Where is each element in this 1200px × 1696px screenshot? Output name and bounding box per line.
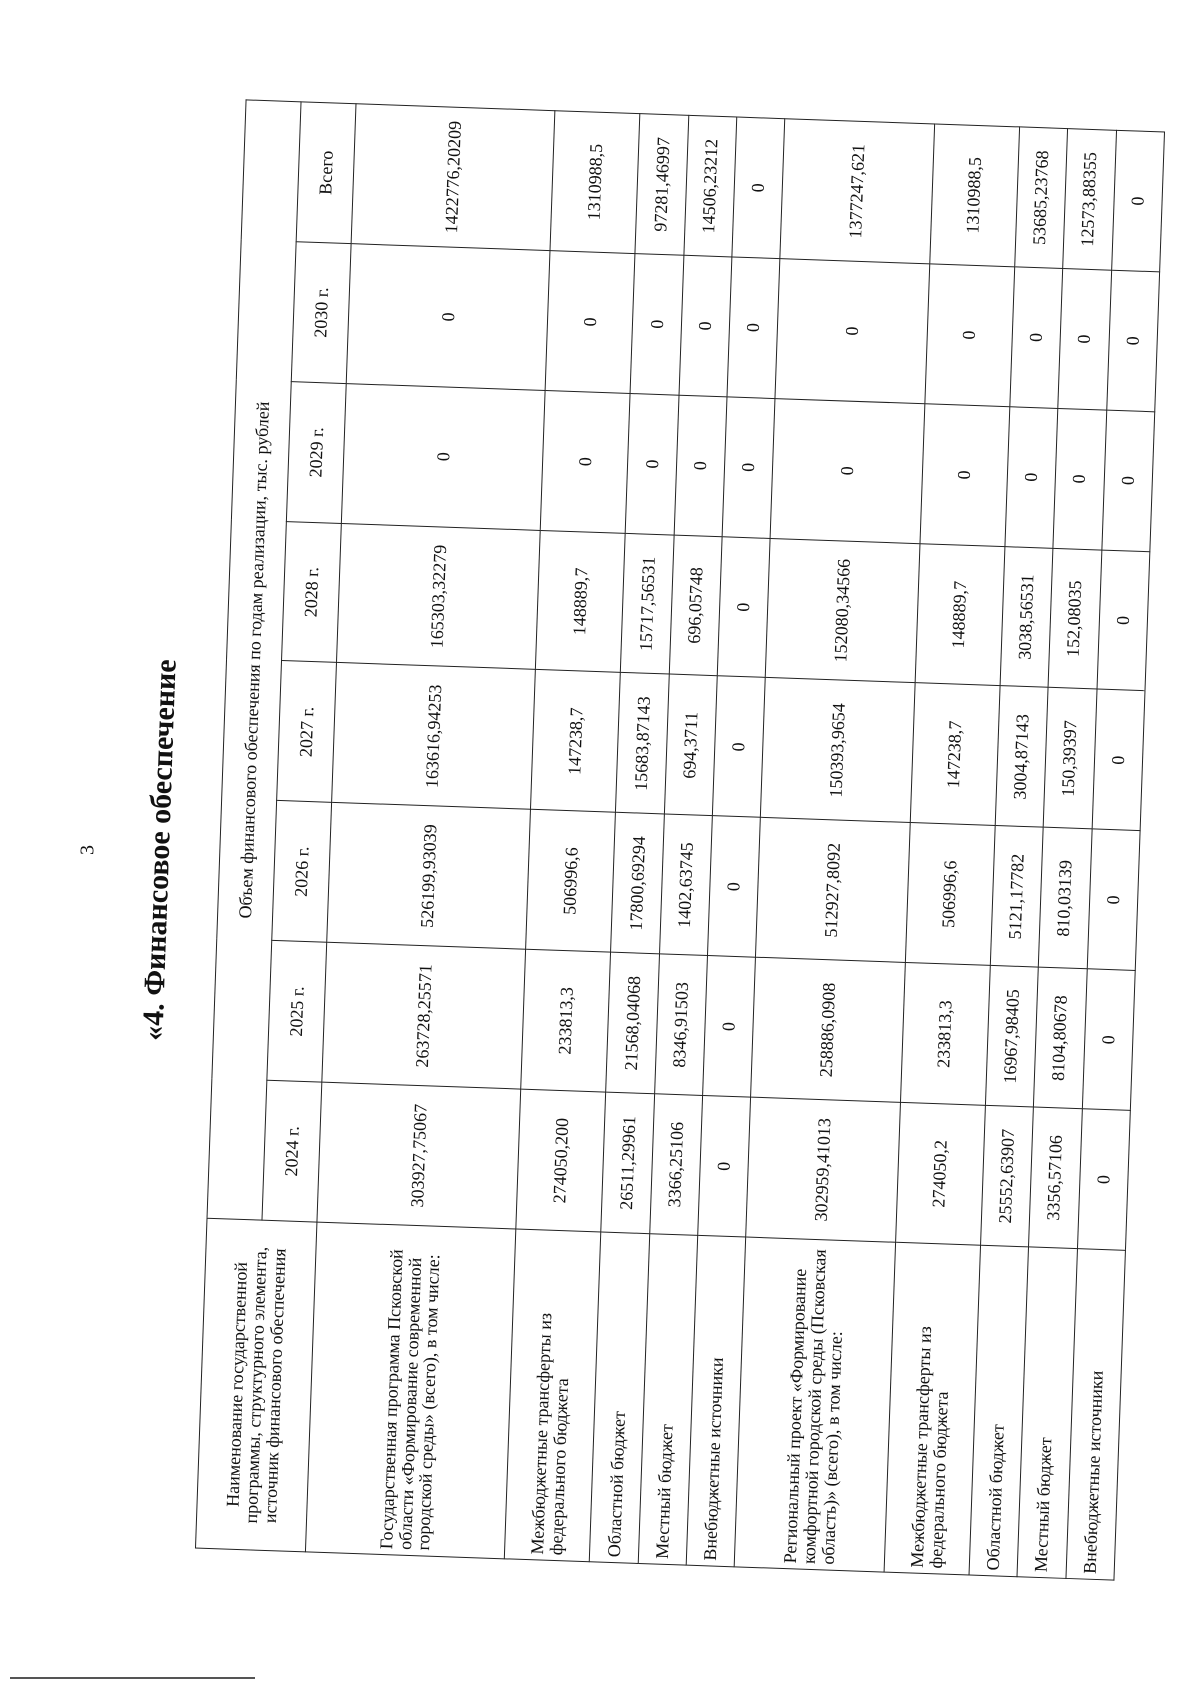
- value-cell: 16967,98405: [985, 966, 1038, 1107]
- value-cell: 0: [924, 264, 1014, 407]
- value-cell: 258886,0908: [751, 957, 905, 1102]
- value-cell: 0: [1082, 969, 1135, 1110]
- value-cell: 0: [770, 398, 924, 543]
- value-cell: 148889,7: [915, 543, 1005, 686]
- value-cell: 0: [1077, 1109, 1130, 1250]
- value-cell: 1310988,5: [929, 124, 1019, 267]
- value-cell: 0: [540, 390, 630, 533]
- value-cell: 0: [727, 257, 780, 398]
- value-cell: 0: [1111, 130, 1164, 271]
- value-cell: 0: [545, 250, 635, 393]
- value-cell: 15683,87143: [616, 673, 669, 814]
- value-cell: 0: [732, 117, 785, 258]
- year-header: 2029 г.: [286, 381, 346, 523]
- value-cell: 233813,3: [900, 963, 990, 1106]
- value-cell: 0: [920, 404, 1010, 547]
- value-cell: 3004,87143: [995, 686, 1048, 827]
- year-header: 2027 г.: [277, 661, 337, 803]
- value-cell: 694,3711: [664, 675, 717, 816]
- value-cell: 152080,34566: [766, 538, 920, 683]
- value-cell: 0: [630, 253, 683, 394]
- value-cell: 0: [722, 397, 775, 538]
- value-cell: 163616,94253: [332, 663, 536, 810]
- financing-table-container: [195, 99, 1165, 1580]
- row-name: Государственная программа Псковской области «Формирование современной городской среды» (всего), в том числе:: [305, 1222, 515, 1559]
- value-cell: 1310988,5: [550, 111, 640, 254]
- value-cell: 506996,6: [905, 823, 995, 966]
- value-cell: 0: [346, 244, 550, 391]
- value-cell: 150393,9654: [761, 678, 915, 823]
- funding-volume-header: Объем финансового обеспечения по годам реализации, тыс. рублей: [207, 100, 301, 1220]
- value-cell: 1402,63745: [659, 814, 712, 955]
- value-cell: 8346,91503: [654, 954, 707, 1095]
- page-number: 3: [76, 845, 99, 855]
- row-name: Региональный проект «Формирование комфортной городской среды (Псковская область)» (всего), в том числе:: [734, 1237, 895, 1572]
- year-header: 2025 г.: [267, 941, 327, 1083]
- row-name: Внебюджетные источники: [1066, 1249, 1126, 1580]
- value-cell: 0: [712, 676, 765, 817]
- value-cell: 14506,23212: [684, 115, 737, 256]
- value-cell: 148889,7: [535, 530, 625, 673]
- value-cell: 15717,56531: [621, 533, 674, 674]
- value-cell: 0: [626, 393, 679, 534]
- value-cell: 25552,63907: [980, 1105, 1033, 1246]
- value-cell: 12573,88355: [1063, 129, 1116, 270]
- row-name: Межбюджетные трансферты из федерального бюджета: [504, 1229, 601, 1562]
- value-cell: 0: [674, 395, 727, 536]
- value-cell: 506996,6: [526, 810, 616, 953]
- value-cell: 0: [1092, 689, 1145, 830]
- value-cell: 526199,93039: [327, 803, 531, 950]
- row-name: Внебюджетные источники: [686, 1235, 746, 1566]
- value-cell: 0: [1097, 550, 1150, 691]
- section-heading: «4. Финансовое обеспечение: [136, 658, 183, 1042]
- year-header: Всего: [296, 102, 356, 244]
- value-cell: 0: [1058, 268, 1111, 409]
- scan-edge-line: [10, 1677, 255, 1679]
- value-cell: 263728,25571: [322, 942, 526, 1089]
- value-cell: 0: [703, 956, 756, 1097]
- year-header: 2024 г.: [262, 1080, 322, 1222]
- value-cell: 233813,3: [521, 949, 611, 1092]
- row-name: Межбюджетные трансферты из федерального бюджета: [884, 1242, 981, 1575]
- value-cell: 0: [341, 383, 545, 530]
- value-cell: 147238,7: [531, 670, 621, 813]
- value-cell: 1422776,20209: [351, 104, 555, 251]
- value-cell: 0: [1087, 829, 1140, 970]
- value-cell: 0: [698, 1096, 751, 1237]
- value-cell: 17800,69294: [611, 813, 664, 954]
- value-cell: 274050,200: [516, 1089, 606, 1232]
- value-cell: 26511,29961: [601, 1092, 654, 1233]
- value-cell: 3038,56531: [1000, 546, 1053, 687]
- name-column-header: Наименование государственной программы, структурного элемента, источник финансового обеспечения: [195, 1218, 316, 1552]
- year-header: 2030 г.: [291, 242, 351, 384]
- row-name: Местный бюджет: [1017, 1247, 1077, 1578]
- row-name: Областной бюджет: [590, 1232, 650, 1563]
- value-cell: 810,03139: [1039, 828, 1092, 969]
- row-name: Местный бюджет: [638, 1234, 698, 1565]
- value-cell: 0: [1101, 410, 1154, 551]
- value-cell: 165303,32279: [336, 523, 540, 670]
- value-cell: 150,39397: [1043, 688, 1096, 829]
- value-cell: 0: [717, 536, 770, 677]
- value-cell: 3356,57106: [1029, 1107, 1082, 1248]
- year-header: 2026 г.: [272, 801, 332, 943]
- value-cell: 0: [775, 259, 929, 404]
- value-cell: 0: [1053, 408, 1106, 549]
- value-cell: 97281,46997: [635, 114, 688, 255]
- value-cell: 5121,17782: [990, 826, 1043, 967]
- value-cell: 0: [1010, 267, 1063, 408]
- year-header: 2028 г.: [282, 521, 342, 663]
- value-cell: 0: [679, 255, 732, 396]
- value-cell: 512927,8092: [756, 818, 910, 963]
- value-cell: 0: [1005, 406, 1058, 547]
- value-cell: 53685,23768: [1015, 127, 1068, 268]
- value-cell: 152,08035: [1048, 548, 1101, 689]
- value-cell: 21568,04068: [606, 952, 659, 1093]
- value-cell: 147238,7: [910, 683, 1000, 826]
- value-cell: 1377247,621: [780, 119, 934, 264]
- value-cell: 274050,2: [895, 1102, 985, 1245]
- row-name: Областной бюджет: [969, 1245, 1029, 1576]
- value-cell: 696,05748: [669, 535, 722, 676]
- value-cell: 303927,75067: [317, 1082, 521, 1229]
- value-cell: 8104,80678: [1034, 967, 1087, 1108]
- value-cell: 0: [707, 816, 760, 957]
- value-cell: 0: [1106, 270, 1159, 411]
- financing-table: [195, 99, 1165, 1580]
- value-cell: 302959,41013: [746, 1097, 900, 1242]
- value-cell: 3366,25106: [649, 1094, 702, 1235]
